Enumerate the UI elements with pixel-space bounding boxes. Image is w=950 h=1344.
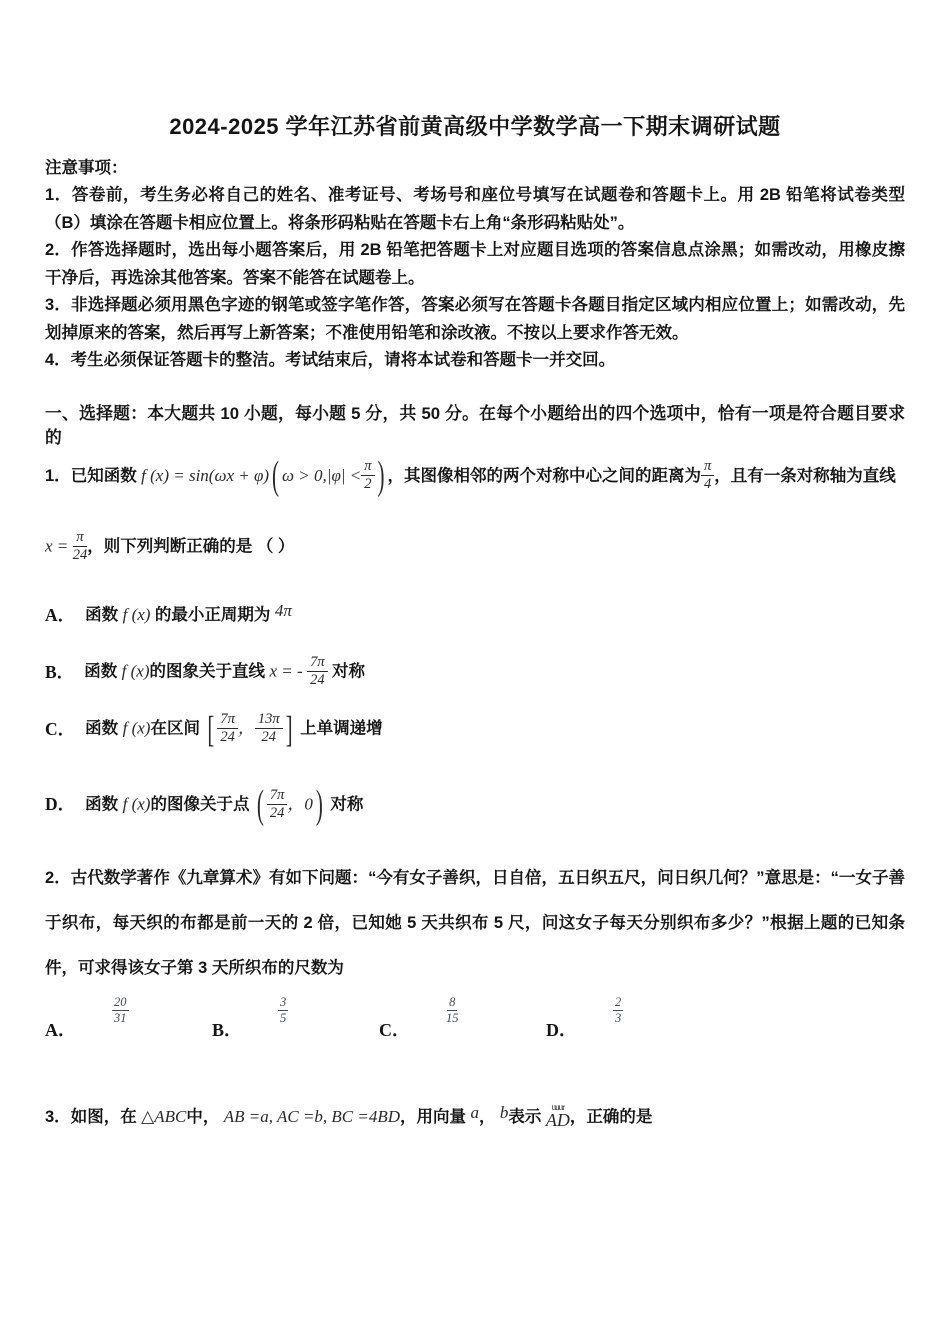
question-2	[45, 856, 905, 1042]
q1-number: 1．	[45, 466, 71, 485]
q1-option-d-point-rest: ，0	[287, 794, 313, 814]
q3-separator: ，	[478, 1107, 496, 1126]
q1-option-d-post: 的图像关于点	[150, 795, 250, 814]
q3-mid-3: 表示	[508, 1107, 542, 1126]
notice-item-2: 2．作答选择题时，选出每小题答案后，用 2B 铅笔把答题卡上对应题目选项的答案信息点涂黑；如需改动，用橡皮擦干净后，再选涂其他答案。答案不能答在试题卷上。	[45, 241, 905, 287]
q1-condition: ω > 0,|φ| <	[282, 465, 362, 485]
q1-condition-fraction: $\frac{\pi}{2}$	[361, 458, 374, 493]
q3-vector-ad: uuur AD	[545, 1101, 570, 1130]
q1-option-c-pre: 函数	[85, 719, 119, 738]
q1-option-a-pre: 函数	[85, 605, 119, 624]
q1-option-a	[45, 598, 905, 628]
notice-item-4: 4．考生必须保证答题卡的整洁。考试结束后，请将本试卷和答题卡一并交回。	[45, 351, 616, 369]
q2-option-a	[45, 995, 212, 1042]
q1-option-c-label: C．	[45, 718, 76, 739]
q1-option-b-post: 的图象关于直线	[149, 662, 265, 681]
q3-tail: ，正确的是	[569, 1107, 653, 1126]
q1-question-tail: ，则下列判断正确的是 （ ）	[87, 537, 295, 556]
q3-vector-b: b	[499, 1103, 509, 1122]
q3-triangle: △ABC	[141, 1106, 187, 1126]
q1-option-b-fraction: $\frac{7\pi}{24}$	[307, 654, 328, 689]
q1-option-d-fraction: $\frac{7\pi}{24}$	[267, 787, 288, 822]
q1-option-b-tail: 对称	[332, 662, 366, 681]
q2-option-c	[379, 995, 546, 1042]
q1-option-b	[45, 654, 905, 689]
q3-pre: 如图，在	[70, 1107, 137, 1126]
q1-distance-fraction: $\frac{\pi}{4}$	[701, 458, 714, 493]
q1-option-d-pre: 函数	[85, 795, 119, 814]
q2-option-b	[212, 995, 379, 1042]
vector-arrow-glyph: uuur	[551, 1101, 565, 1112]
q1-option-b-pre: 函数	[84, 662, 118, 681]
q2-option-c-label: C．	[379, 1020, 410, 1040]
q1-option-d	[45, 781, 905, 827]
q1-option-a-label: A．	[45, 604, 76, 625]
q2-text-body: 古代数学著作《九章算术》有如下问题：“今有女子善织，日自倍，五日织五尺，问日织几何？”意思是：“一女子善于织布，每天织的布都是前一天的 2 倍，已知她 5 天共织布 5 尺，问这女子每天分别织布多少？”根据上题的已知条件，可求得该女子第 3 天所织布的尺数为	[45, 868, 905, 977]
question-3	[45, 1098, 905, 1132]
q2-options-row	[45, 995, 905, 1042]
q2-option-b-fraction: 3 5	[280, 994, 287, 1026]
q1-option-c-post: 在区间	[150, 719, 200, 738]
q1-option-d-tail: 对称	[330, 795, 364, 814]
q1-option-a-period: 4π	[274, 601, 292, 621]
q2-number: 2．	[45, 868, 71, 887]
notice-item-1: 1．答卷前，考生务必将自己的姓名、准考证号、考场号和座位号填写在试题卷和答题卡上。用 2B 铅笔将试卷类型（B）填涂在答题卡相应位置上。将条形码粘贴在答题卡右上角“条形码粘贴处”。	[45, 186, 905, 232]
section-one-heading: 一、选择题：本大题共 10 小题，每小题 5 分，共 50 分。在每个小题给出的四个选项中，恰有一项是符合题目要求的	[45, 403, 905, 447]
q3-vector-a: a	[470, 1103, 479, 1122]
notice-section	[45, 155, 905, 375]
q2-option-a-fraction: 20 31	[114, 994, 127, 1026]
q1-option-a-fx: f (x)	[122, 604, 151, 624]
q3-mid-1: 中，	[186, 1107, 220, 1126]
q1-option-c-fx: f (x)	[122, 718, 151, 738]
q3-number: 3．	[45, 1107, 71, 1126]
q1-option-d-fx: f (x)	[122, 794, 151, 814]
interval-close-bracket: ]	[285, 707, 293, 750]
q1-function-expression: f (x) = sin(ωx + φ)	[141, 465, 270, 485]
q3-mid-2: ，用向量	[400, 1107, 467, 1126]
q1-lead: 已知函数	[70, 466, 137, 485]
q1-axis-fraction: $\frac{\pi}{24}$	[72, 528, 88, 563]
q2-option-d	[546, 995, 713, 1042]
q3-vector-equations: AB =a, AC =b, BC =4BD	[223, 1106, 401, 1126]
q1-option-b-fx: f (x)	[121, 661, 150, 681]
q2-option-a-label: A．	[45, 1020, 76, 1040]
page-title: 2024-2025 学年江苏省前黄高级中学数学高一下期末调研试题	[169, 114, 781, 139]
q2-option-b-label: B．	[212, 1020, 243, 1040]
interval-open-bracket: [	[207, 707, 215, 750]
q2-option-c-fraction: 8 15	[446, 994, 459, 1026]
q1-option-c	[45, 707, 905, 750]
point-open-paren: (	[256, 781, 264, 827]
notice-heading: 注意事项：	[45, 159, 128, 177]
q1-option-a-post: 的最小正周期为	[154, 605, 271, 624]
open-paren: (	[272, 452, 280, 499]
q1-axis-equation: x =	[45, 536, 69, 556]
q1-statement-line-1	[45, 452, 905, 499]
q1-option-c-tail: 上单调递增	[300, 719, 383, 738]
close-paren: )	[377, 452, 385, 499]
q1-option-d-label: D．	[45, 794, 76, 815]
q1-option-c-fraction-2: $\frac{13\pi}{24}$	[255, 711, 283, 746]
q1-mid-1: ，其图像相邻的两个对称中心之间的距离为	[387, 466, 702, 485]
fraction-separator: ，	[237, 718, 255, 738]
q1-statement-line-2	[45, 529, 905, 564]
question-1	[45, 452, 905, 827]
notice-item-3: 3．非选择题必须用黑色字迹的钢笔或签字笔作答，答案必须写在答题卡各题目指定区域内相应位置上；如需改动，先划掉原来的答案，然后再写上新答案；不准使用铅笔和涂改液。不按以上要求作答无效。	[45, 296, 905, 342]
q1-option-b-label: B．	[45, 661, 75, 682]
q2-statement	[45, 856, 905, 991]
q1-mid-2: ，且有一条对称轴为直线	[714, 466, 896, 485]
q2-option-d-label: D．	[546, 1020, 577, 1040]
q2-option-d-fraction: 2 3	[615, 994, 622, 1026]
point-close-paren: )	[315, 781, 323, 827]
q1-option-b-equation: x = -	[269, 661, 303, 681]
q1-option-c-fraction-1: $\frac{7\pi}{24}$	[217, 711, 238, 746]
